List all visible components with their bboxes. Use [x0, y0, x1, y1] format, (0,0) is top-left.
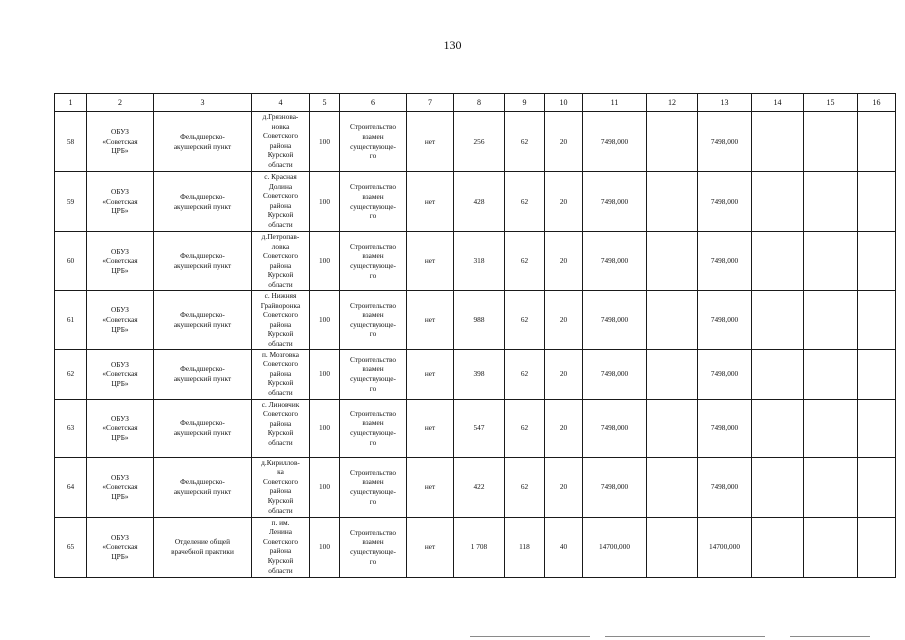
cell-existing-building: нет — [407, 517, 454, 577]
cell-line: области — [268, 505, 293, 515]
cell-line: ОБУЗ — [111, 413, 129, 423]
cell-line: Советского — [263, 131, 298, 141]
cell-area: 318 — [454, 232, 505, 291]
cell-col-15 — [804, 112, 858, 172]
table-row — [55, 291, 896, 350]
cell-construction-type — [340, 172, 407, 232]
cell-bed-count: 20 — [545, 457, 583, 517]
cell-line: Курской — [267, 495, 294, 505]
cell-line: акушерский пункт — [173, 374, 232, 384]
cell-col-14 — [752, 399, 804, 457]
cell-line: существующе- — [350, 261, 396, 270]
cell-cost: 7498,000 — [583, 291, 647, 350]
cell-col-14 — [752, 291, 804, 350]
cell-col-16 — [858, 232, 896, 291]
cell-total-cost: 7498,000 — [698, 112, 752, 172]
cell-line: ОБУЗ — [111, 532, 129, 542]
table-row — [55, 349, 896, 399]
cell-line: Фельдшерско- — [180, 310, 225, 320]
cell-col-16 — [858, 399, 896, 457]
cell-organization — [87, 232, 154, 291]
cell-total-cost: 14700,000 — [698, 517, 752, 577]
column-header: 6 — [340, 94, 407, 112]
cell-line: акушерский пункт — [173, 261, 232, 270]
table-row — [55, 399, 896, 457]
cell-line: Строительство — [349, 300, 397, 310]
cell-line: д.Кириллов- — [261, 457, 300, 467]
cell-line: Советского — [263, 310, 298, 320]
cell-line: «Советская — [102, 542, 138, 552]
cell-line: п. Мозговка — [262, 349, 299, 359]
table-row — [55, 517, 896, 577]
cell-line: взамен — [362, 477, 384, 487]
cell-bed-count: 20 — [545, 112, 583, 172]
cell-area: 398 — [454, 349, 505, 399]
cell-line: области — [268, 387, 293, 397]
cell-line: Курской — [267, 150, 294, 160]
cell-line: акушерский пункт — [173, 487, 232, 497]
cell-col-12 — [647, 399, 698, 457]
column-header: 8 — [454, 94, 505, 112]
cell-line: го — [369, 151, 377, 161]
cell-col-14 — [752, 172, 804, 232]
cell-line: «Советская — [102, 369, 138, 379]
cell-staff: 62 — [505, 457, 545, 517]
cell-cost: 7498,000 — [583, 457, 647, 517]
cell-col-16 — [858, 291, 896, 350]
cell-line: новка — [271, 121, 290, 131]
column-header: 16 — [858, 94, 896, 112]
cell-line: области — [268, 565, 293, 575]
cell-line: существующе- — [350, 547, 396, 557]
cell-row-number: 65 — [55, 517, 87, 577]
cell-organization — [87, 112, 154, 172]
cell-staff: 62 — [505, 112, 545, 172]
cell-capacity: 100 — [310, 172, 340, 232]
cell-line: существующе- — [350, 374, 396, 384]
cell-line: взамен — [362, 418, 384, 428]
cell-area: 547 — [454, 399, 505, 457]
cell-line: взамен — [362, 537, 384, 547]
cell-capacity: 100 — [310, 349, 340, 399]
cell-staff: 62 — [505, 291, 545, 350]
cell-row-number: 63 — [55, 399, 87, 457]
cell-staff: 118 — [505, 517, 545, 577]
cell-col-16 — [858, 457, 896, 517]
cell-facility-type — [154, 112, 252, 172]
cell-line: Строительство — [349, 182, 397, 192]
table-row — [55, 457, 896, 517]
cell-line: взамен — [362, 310, 384, 320]
cell-line: д.Петропав- — [261, 232, 300, 241]
cell-line: области — [268, 159, 293, 169]
cell-row-number: 64 — [55, 457, 87, 517]
cell-line: Строительство — [349, 408, 397, 418]
cell-existing-building: нет — [407, 112, 454, 172]
cell-line: акушерский пункт — [173, 319, 232, 329]
column-header: 5 — [310, 94, 340, 112]
cell-line: района — [269, 368, 292, 378]
cell-location — [252, 349, 310, 399]
cell-existing-building: нет — [407, 232, 454, 291]
cell-col-12 — [647, 457, 698, 517]
cell-line: Фельдшерско- — [180, 251, 225, 261]
cell-location — [252, 172, 310, 232]
cell-line: с. Нижняя — [264, 291, 297, 300]
cell-row-number: 59 — [55, 172, 87, 232]
cell-organization — [87, 517, 154, 577]
cell-line: го — [369, 383, 377, 393]
cell-bed-count: 20 — [545, 399, 583, 457]
cell-line: взамен — [362, 251, 384, 261]
cell-line: Советского — [263, 409, 298, 419]
cell-facility-type — [154, 232, 252, 291]
cell-line: Советского — [263, 536, 298, 546]
column-header: 13 — [698, 94, 752, 112]
cell-row-number: 62 — [55, 349, 87, 399]
cell-line: Строительство — [349, 467, 397, 477]
cell-total-cost: 7498,000 — [698, 172, 752, 232]
scan-artifact-line — [790, 636, 870, 637]
column-header: 11 — [583, 94, 647, 112]
table-row — [55, 112, 896, 172]
cell-col-16 — [858, 517, 896, 577]
cell-total-cost: 7498,000 — [698, 399, 752, 457]
cell-line: района — [269, 260, 292, 270]
cell-existing-building: нет — [407, 399, 454, 457]
cell-line: существующе- — [350, 428, 396, 438]
cell-line: го — [369, 496, 377, 506]
cell-line: ОБУЗ — [111, 472, 129, 482]
table-row — [55, 232, 896, 291]
cell-area: 1 708 — [454, 517, 505, 577]
cell-construction-type — [340, 112, 407, 172]
cell-capacity: 100 — [310, 232, 340, 291]
cell-area: 256 — [454, 112, 505, 172]
cell-col-14 — [752, 232, 804, 291]
cell-col-12 — [647, 112, 698, 172]
cell-col-14 — [752, 112, 804, 172]
cell-line: го — [369, 329, 377, 339]
cell-facility-type — [154, 291, 252, 350]
cell-line: «Советская — [102, 423, 138, 433]
cell-col-16 — [858, 112, 896, 172]
cell-col-12 — [647, 349, 698, 399]
cell-line: Строительство — [349, 122, 397, 132]
column-header: 2 — [87, 94, 154, 112]
cell-line: района — [269, 418, 292, 428]
cell-total-cost: 7498,000 — [698, 232, 752, 291]
cell-line: ОБУЗ — [111, 127, 129, 137]
cell-row-number: 60 — [55, 232, 87, 291]
cell-construction-type — [340, 349, 407, 399]
cell-col-14 — [752, 349, 804, 399]
cell-line: ЦРБ» — [111, 432, 129, 442]
cell-organization — [87, 172, 154, 232]
cell-line: Фельдшерско- — [180, 191, 225, 201]
cell-construction-type — [340, 457, 407, 517]
cell-col-12 — [647, 172, 698, 232]
cell-area: 428 — [454, 172, 505, 232]
cell-total-cost: 7498,000 — [698, 457, 752, 517]
cell-line: Строительство — [349, 527, 397, 537]
cell-bed-count: 20 — [545, 291, 583, 350]
column-header: 15 — [804, 94, 858, 112]
cell-col-15 — [804, 232, 858, 291]
cell-location — [252, 517, 310, 577]
cell-existing-building: нет — [407, 349, 454, 399]
column-header: 9 — [505, 94, 545, 112]
cell-line: Грайворонка — [260, 300, 301, 310]
cell-location — [252, 232, 310, 291]
column-header: 14 — [752, 94, 804, 112]
cell-organization — [87, 349, 154, 399]
cell-existing-building: нет — [407, 172, 454, 232]
cell-line: Советского — [263, 476, 298, 486]
cell-col-14 — [752, 517, 804, 577]
cell-construction-type — [340, 232, 407, 291]
cell-bed-count: 20 — [545, 232, 583, 291]
scan-artifact-line — [605, 636, 765, 637]
cell-staff: 62 — [505, 172, 545, 232]
column-header: 4 — [252, 94, 310, 112]
cell-area: 988 — [454, 291, 505, 350]
cell-col-15 — [804, 517, 858, 577]
cell-line: д.Грязнова- — [262, 112, 299, 121]
cell-line: го — [369, 556, 377, 566]
cell-capacity: 100 — [310, 517, 340, 577]
cell-capacity: 100 — [310, 291, 340, 350]
scan-artifact-line — [470, 636, 590, 637]
cell-line: Курской — [267, 555, 294, 565]
cell-line: Курской — [267, 270, 294, 280]
cell-capacity: 100 — [310, 457, 340, 517]
cell-line: Строительство — [349, 241, 397, 251]
cell-total-cost: 7498,000 — [698, 349, 752, 399]
cell-total-cost: 7498,000 — [698, 291, 752, 350]
cell-col-14 — [752, 457, 804, 517]
cell-location — [252, 399, 310, 457]
cell-location — [252, 457, 310, 517]
cell-col-15 — [804, 172, 858, 232]
cell-line: Курской — [267, 378, 294, 388]
cell-organization — [87, 291, 154, 350]
cell-line: ОБУЗ — [111, 187, 129, 197]
cell-line: Строительство — [349, 354, 397, 364]
cell-staff: 62 — [505, 399, 545, 457]
cell-line: «Советская — [102, 314, 138, 324]
cell-construction-type — [340, 517, 407, 577]
cell-line: Долина — [268, 181, 293, 191]
cell-line: ЦРБ» — [111, 378, 129, 388]
cell-line: взамен — [362, 191, 384, 201]
cell-line: го — [369, 211, 377, 221]
cell-col-12 — [647, 517, 698, 577]
cell-cost: 7498,000 — [583, 399, 647, 457]
cell-line: района — [269, 200, 292, 210]
cell-line: Курской — [267, 329, 294, 339]
cell-area: 422 — [454, 457, 505, 517]
cell-organization — [87, 457, 154, 517]
cell-line: с. Красная — [264, 172, 297, 181]
cell-line: Фельдшерско- — [180, 364, 225, 374]
cell-bed-count: 40 — [545, 517, 583, 577]
cell-construction-type — [340, 291, 407, 350]
cell-line: врачебной практики — [171, 547, 234, 557]
cell-bed-count: 20 — [545, 349, 583, 399]
column-header: 12 — [647, 94, 698, 112]
cell-line: ловка — [271, 241, 290, 251]
cell-line: Фельдшерско- — [180, 418, 225, 428]
cell-col-12 — [647, 232, 698, 291]
cell-line: го — [369, 437, 377, 447]
cell-line: взамен — [362, 364, 384, 374]
column-header: 7 — [407, 94, 454, 112]
cell-line: области — [268, 338, 293, 348]
cell-line: ОБУЗ — [111, 305, 129, 315]
cell-col-15 — [804, 457, 858, 517]
cell-facility-type — [154, 517, 252, 577]
cell-facility-type — [154, 399, 252, 457]
cell-line: ОБУЗ — [111, 359, 129, 369]
column-header: 3 — [154, 94, 252, 112]
table-row — [55, 172, 896, 232]
cell-line: области — [268, 219, 293, 229]
cell-col-15 — [804, 349, 858, 399]
cell-line: п. им. — [271, 517, 290, 527]
cell-col-16 — [858, 172, 896, 232]
cell-line: существующе- — [350, 201, 396, 211]
cell-line: ЦРБ» — [111, 265, 129, 275]
cell-staff: 62 — [505, 232, 545, 291]
cell-line: района — [269, 486, 292, 496]
facilities-table — [54, 93, 896, 578]
cell-line: ОБУЗ — [111, 246, 129, 256]
cell-line: «Советская — [102, 482, 138, 492]
cell-row-number: 61 — [55, 291, 87, 350]
cell-line: Фельдшерско- — [180, 477, 225, 487]
cell-organization — [87, 399, 154, 457]
cell-existing-building: нет — [407, 457, 454, 517]
cell-line: акушерский пункт — [173, 428, 232, 438]
cell-capacity: 100 — [310, 399, 340, 457]
cell-line: ка — [277, 467, 284, 477]
cell-facility-type — [154, 457, 252, 517]
cell-col-15 — [804, 399, 858, 457]
cell-line: Курской — [267, 428, 294, 438]
cell-col-12 — [647, 291, 698, 350]
cell-cost: 7498,000 — [583, 172, 647, 232]
cell-location — [252, 112, 310, 172]
cell-location — [252, 291, 310, 350]
cell-col-15 — [804, 291, 858, 350]
cell-line: района — [269, 319, 292, 329]
cell-line: «Советская — [102, 136, 138, 146]
cell-line: ЦРБ» — [111, 324, 129, 334]
cell-construction-type — [340, 399, 407, 457]
cell-line: Советского — [263, 191, 298, 201]
cell-line: акушерский пункт — [173, 201, 232, 211]
cell-line: с. Линовчик — [261, 399, 300, 409]
page-number: 130 — [443, 38, 462, 52]
cell-line: ЦРБ» — [111, 206, 129, 216]
header-row — [55, 94, 896, 112]
cell-line: го — [369, 270, 377, 280]
cell-line: ЦРБ» — [111, 551, 129, 561]
cell-cost: 7498,000 — [583, 232, 647, 291]
cell-line: области — [268, 437, 293, 447]
cell-line: ЦРБ» — [111, 491, 129, 501]
column-header: 1 — [55, 94, 87, 112]
cell-capacity: 100 — [310, 112, 340, 172]
cell-existing-building: нет — [407, 291, 454, 350]
cell-line: области — [268, 279, 293, 289]
cell-line: акушерский пункт — [173, 141, 232, 151]
cell-line: «Советская — [102, 256, 138, 266]
cell-line: существующе- — [350, 487, 396, 497]
cell-facility-type — [154, 172, 252, 232]
cell-line: ЦРБ» — [111, 146, 129, 156]
cell-line: Курской — [267, 210, 294, 220]
cell-line: «Советская — [102, 196, 138, 206]
cell-line: существующе- — [350, 319, 396, 329]
cell-cost: 7498,000 — [583, 112, 647, 172]
cell-line: района — [269, 140, 292, 150]
cell-line: существующе- — [350, 141, 396, 151]
column-header: 10 — [545, 94, 583, 112]
cell-staff: 62 — [505, 349, 545, 399]
cell-line: Фельдшерско- — [180, 131, 225, 141]
cell-cost: 14700,000 — [583, 517, 647, 577]
cell-line: взамен — [362, 131, 384, 141]
cell-row-number: 58 — [55, 112, 87, 172]
cell-line: Отделение общей — [174, 537, 231, 547]
cell-facility-type — [154, 349, 252, 399]
cell-line: Ленина — [268, 527, 293, 537]
cell-bed-count: 20 — [545, 172, 583, 232]
cell-cost: 7498,000 — [583, 349, 647, 399]
cell-line: района — [269, 546, 292, 556]
cell-col-16 — [858, 349, 896, 399]
cell-line: Советского — [263, 359, 298, 369]
cell-line: Советского — [263, 251, 298, 261]
